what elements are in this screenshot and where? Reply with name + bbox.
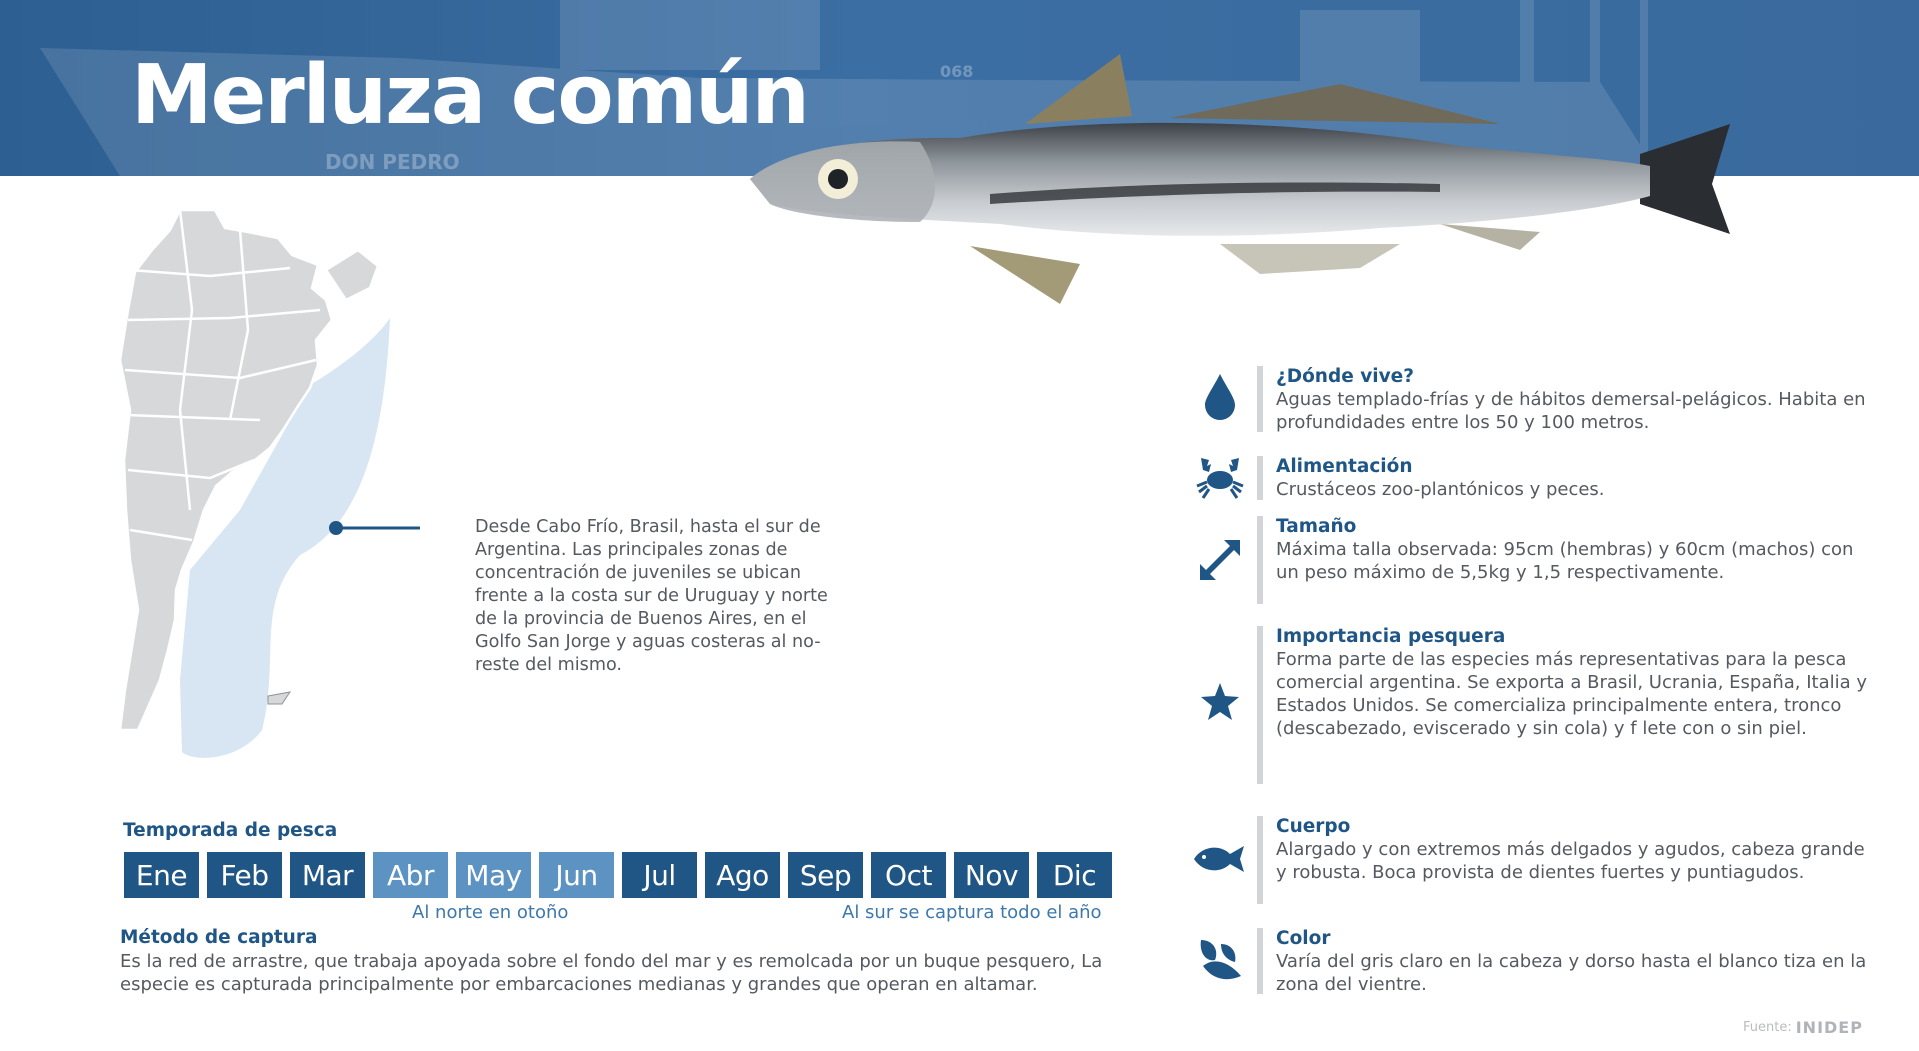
info-color-text: Varía del gris claro en la cabeza y dorso hasta el blanco tiza en la zona del vientre.	[1276, 951, 1867, 995]
month-ago: Ago	[705, 852, 780, 898]
month-abr: Abr	[373, 852, 448, 898]
ship-hull-number: 068	[940, 62, 974, 81]
info-diet	[1180, 456, 1900, 500]
info-size	[1180, 516, 1900, 604]
source-credit	[1743, 1018, 1863, 1037]
info-diet-title: Alimentación	[1276, 456, 1413, 477]
ship-name: DON PEDRO	[325, 150, 460, 174]
month-calendar	[124, 852, 1112, 898]
info-size-text: Máxima talla observada: 95cm (hembras) y 60cm (machos) con un peso máximo de 5,5kg y 1,5 respectivamente.	[1276, 539, 1854, 583]
month-may: May	[456, 852, 531, 898]
month-jul: Jul	[622, 852, 697, 898]
month-sep: Sep	[788, 852, 863, 898]
info-habitat	[1180, 366, 1900, 432]
info-body	[1180, 816, 1900, 904]
info-fishing-importance	[1180, 626, 1900, 784]
method-label: Método de captura	[120, 927, 318, 948]
month-mar: Mar	[290, 852, 365, 898]
method-text: Es la red de arrastre, que trabaja apoyada sobre el fondo del mar y es remolcada por un buque pesquero, La especie es capturada principalmente por embarcaciones medianas y grandes que operan en altamar.	[120, 951, 1103, 995]
info-color	[1180, 928, 1900, 994]
info-body-title: Cuerpo	[1276, 816, 1351, 837]
info-body-text: Alargado y con extremos más delgados y agudos, cabeza grande y robusta. Boca provista de dientes fuertes y puntiagudos.	[1276, 839, 1865, 883]
dorsal-fin	[1025, 54, 1132, 124]
distribution-text: Desde Cabo Frío, Brasil, hasta el sur de Argentina. Las principales zonas de concentración de juveniles se ubican frente a la costa sur de Uruguay y norte de la provincia de Buenos Aires, en el Golfo San Jorge y aguas costeras al no-reste del mismo.	[475, 517, 828, 675]
month-oct: Oct	[871, 852, 946, 898]
color-splash-icon	[1180, 936, 1260, 982]
season-note-north: Al norte en otoño	[412, 902, 569, 923]
source-label: Fuente:	[1743, 1020, 1792, 1035]
season-label: Temporada de pesca	[123, 820, 338, 841]
info-habitat-text: Aguas templado-frías y de hábitos demersal-pelágicos. Habita en profundidades entre los 50 y 100 metros.	[1276, 389, 1866, 433]
crab-icon	[1180, 456, 1260, 500]
hake-fish-illustration	[740, 54, 1750, 304]
resize-arrows-icon	[1180, 538, 1260, 582]
month-ene: Ene	[124, 852, 199, 898]
star-icon	[1180, 682, 1260, 722]
inidep-logo: INIDEP	[1795, 1018, 1863, 1037]
distribution-map	[120, 210, 420, 770]
page-title: Merluza común	[131, 48, 808, 143]
month-feb: Feb	[207, 852, 282, 898]
info-size-title: Tamaño	[1276, 516, 1357, 537]
info-color-title: Color	[1276, 928, 1331, 949]
water-drop-icon	[1180, 374, 1260, 420]
tail-fin	[1640, 124, 1730, 234]
info-fishing-importance-title: Importancia pesquera	[1276, 626, 1506, 647]
info-fishing-importance-text: Forma parte de las especies más representativas para la pesca comercial argentina. Se exporta a Brasil, Ucrania, España, Italia y Estados Unidos. Se comercializa principalmente entera, tronco (descabezado, eviscerado y sin cola) y f lete con o sin piel.	[1276, 649, 1868, 739]
info-habitat-title: ¿Dónde vive?	[1276, 366, 1414, 387]
season-note-south: Al sur se captura todo el año	[842, 902, 1102, 923]
month-dic: Dic	[1037, 852, 1112, 898]
month-jun: Jun	[539, 852, 614, 898]
info-diet-text: Crustáceos zoo-plantónicos y peces.	[1276, 479, 1605, 500]
fish-icon	[1180, 844, 1260, 874]
month-nov: Nov	[954, 852, 1029, 898]
